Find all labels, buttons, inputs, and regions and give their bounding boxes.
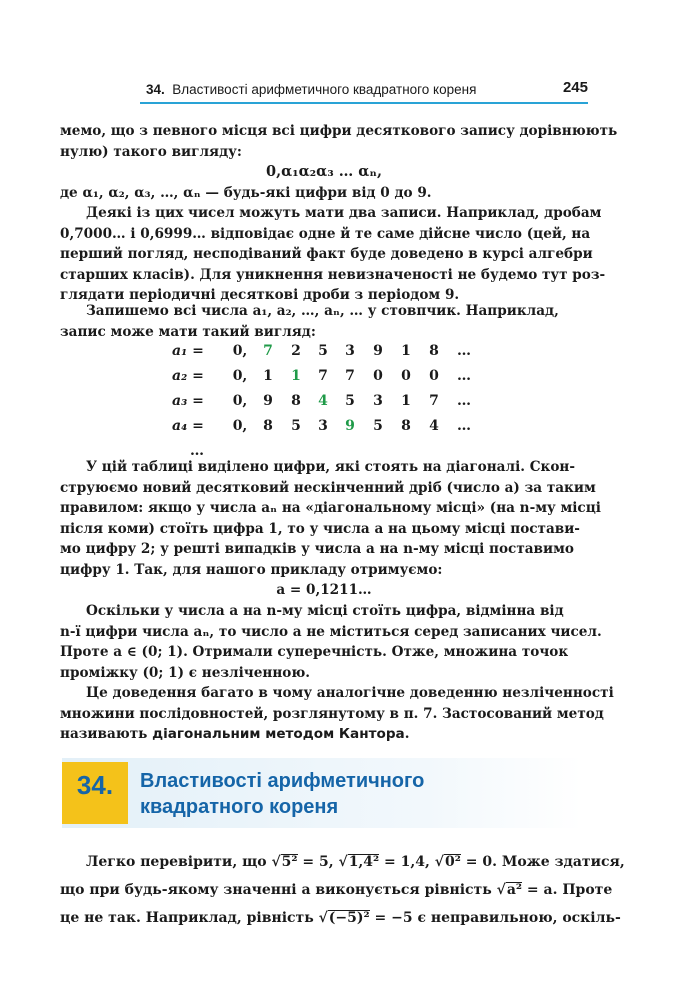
digit-table-row [172, 418, 471, 443]
digit-table-ellipsis: … [190, 443, 204, 459]
text-line: глядати періодичні десяткові дроби з періодом 9. [60, 287, 460, 303]
text-line [60, 724, 588, 745]
digit-cell: 3 [345, 343, 355, 359]
paragraph-1 [60, 121, 618, 203]
section-title-line: Властивості арифметичного [140, 770, 425, 792]
sqrt-radicand: 1,4² [348, 854, 380, 870]
digit-table-row [172, 343, 471, 368]
term-cantor-diagonal-method: діагональним методом Кантора [152, 726, 405, 742]
digit-cell: 8 [429, 343, 439, 359]
running-header-section-number: 34. [146, 82, 165, 97]
digit-cell: 2 [291, 343, 301, 359]
digit-cell: 8 [263, 418, 273, 434]
digit-cell: 8 [401, 418, 411, 434]
digit-cell: 5 [318, 343, 328, 359]
text-line: Запишемо всі числа a₁, a₂, …, aₙ, … у стовпчик. Наприклад, [86, 303, 559, 319]
formula-a-value: a = 0,1211… [276, 582, 372, 598]
digit-cell: 9 [373, 343, 383, 359]
text-fragment: = 0. Може здатися, [460, 854, 625, 870]
text-line: Проте a ∈ (0; 1). Отримали суперечність. Отже, множина точок [60, 644, 569, 660]
digit-cell: 5 [345, 393, 355, 409]
text-line: нулю) такого вигляду: [60, 143, 242, 160]
digit-cell: 0, [232, 418, 248, 434]
digit-table-row-label: a₁ = [172, 343, 204, 359]
digit-cell: 0 [401, 368, 411, 384]
digit-cell: 7 [429, 393, 439, 409]
sqrt-radicand: a² [506, 882, 523, 898]
text-line: де α₁, α₂, α₃, …, αₙ — будь-які цифри від 0 до 9. [60, 184, 432, 201]
text-line: правилом: якщо у числа aₙ на «діагональному місці» (на n-му місці [60, 500, 601, 516]
text-fragment: Легко перевірити, що [86, 854, 272, 870]
section-heading [62, 758, 602, 828]
digit-cell: 0, [232, 343, 248, 359]
text-line: старших класів). Для уникнення невизначеності не будемо тут роз- [60, 266, 606, 283]
digit-table-row [172, 368, 471, 393]
sqrt-radicand: (−5)² [328, 910, 370, 926]
paragraph-2 [60, 203, 606, 306]
text-fragment: . [404, 726, 410, 742]
digit-cell: 0, [232, 393, 248, 409]
text-line: Оскільки у числа a на n-му місці стоїть цифра, відмінна від [86, 603, 564, 619]
text-line: мемо, що з певного місця всі цифри десяткового запису дорівнюють [60, 123, 618, 139]
digit-cell: 0 [373, 368, 383, 384]
diagonal-digit: 4 [318, 393, 328, 409]
text-line: 0,7000… і 0,6999… відповідає одне й те саме дійсне число (цей, на [60, 225, 591, 242]
paragraph-6 [60, 683, 614, 745]
digit-cell: 5 [291, 418, 301, 434]
digit-cell: 4 [429, 418, 439, 434]
text-line: цифру 1. Так, для нашого прикладу отримуємо: [60, 561, 443, 578]
section-title-line: квадратного кореня [140, 796, 339, 818]
section-title [140, 768, 424, 820]
digit-table-row [172, 393, 471, 418]
text-fragment: = −5 є неправильною, оскіль- [369, 910, 621, 926]
digit-cell: 3 [318, 418, 328, 434]
sqrt-radicand: 5² [281, 854, 298, 870]
running-header-title [146, 82, 476, 97]
formula-alpha-sequence: 0,α₁α₂α₃ … αₙ, [266, 163, 382, 180]
paragraph-7 [60, 848, 625, 932]
text-line: Це доведення багато в чому аналогічне доведенню незліченності [86, 685, 614, 701]
text-line: мо цифру 2; у решті випадків у числа a на n-му місці поставимо [60, 541, 574, 557]
text-fragment: = 1,4, [379, 854, 435, 870]
text-line: множини послідовностей, розглянутому в п. 7. Застосований метод [60, 705, 604, 722]
paragraph-4 [60, 457, 601, 601]
digit-cell: 5 [373, 418, 383, 434]
text-line: запис може мати такий вигляд: [60, 323, 316, 340]
text-line: після коми) стоїть цифра 1, то у числа a на цьому місці постави- [60, 520, 580, 537]
text-line: це не так. Наприклад, рівність √(−5)² = −5 є неправильною, оскіль- [60, 910, 621, 926]
digit-cell: 3 [373, 393, 383, 409]
digit-cell: 9 [263, 393, 273, 409]
text-fragment: називають [60, 726, 153, 742]
running-header-text: Властивості арифметичного квадратного кореня [172, 82, 477, 97]
digit-cell: 0, [232, 368, 248, 384]
digit-cell: 1 [263, 368, 273, 384]
text-line: Легко перевірити, що √5² = 5, √1,4² = 1,4, √0² = 0. Може здатися, [86, 854, 625, 870]
digit-table-row-label: a₃ = [172, 393, 204, 409]
diagonal-digit-table [172, 343, 471, 468]
paragraph-3 [60, 301, 588, 342]
paragraph-5 [60, 601, 602, 683]
digit-cell: 1 [401, 343, 411, 359]
text-fragment: = a. Проте [522, 882, 613, 898]
header-rule [140, 102, 588, 104]
text-line: У цій таблиці виділено цифри, які стоять на діагоналі. Скон- [86, 459, 575, 475]
diagonal-digit: 9 [345, 418, 355, 434]
digit-cell: 7 [345, 368, 355, 384]
diagonal-digit: 1 [291, 368, 301, 384]
digit-cell: … [457, 393, 471, 409]
text-line: n-ї цифри числа aₙ, то число a не міститься серед записаних чисел. [60, 623, 602, 640]
text-line: струюємо новий десятковий нескінченний дріб (число a) за таким [60, 479, 596, 496]
page-number: 245 [562, 79, 588, 96]
text-line: Деякі із цих чисел можуть мати два записи. Наприклад, дробам [86, 205, 602, 221]
sqrt-radicand: 0² [444, 854, 461, 870]
text-line: перший погляд, несподіваний факт буде доведено в курсі алгебри [60, 246, 593, 262]
digit-cell: 1 [401, 393, 411, 409]
text-line: що при будь-якому значенні a виконується рівність √a² = a. Проте [60, 882, 613, 898]
diagonal-digit: 7 [263, 343, 273, 359]
digit-table-row-label: a₄ = [172, 418, 204, 434]
digit-cell: 7 [318, 368, 328, 384]
digit-cell: 8 [291, 393, 301, 409]
digit-cell: … [457, 368, 471, 384]
section-number-badge: 34. [62, 762, 128, 824]
digit-cell: … [457, 343, 471, 359]
digit-cell: … [457, 418, 471, 434]
text-line: проміжку (0; 1) є незліченною. [60, 664, 311, 681]
running-header [62, 78, 588, 104]
text-fragment: що при будь-якому значенні a виконується рівність [60, 882, 497, 898]
digit-cell: 0 [429, 368, 439, 384]
digit-table-row-label: a₂ = [172, 368, 204, 384]
text-fragment: = 5, [297, 854, 339, 870]
text-fragment: це не так. Наприклад, рівність [60, 910, 319, 926]
